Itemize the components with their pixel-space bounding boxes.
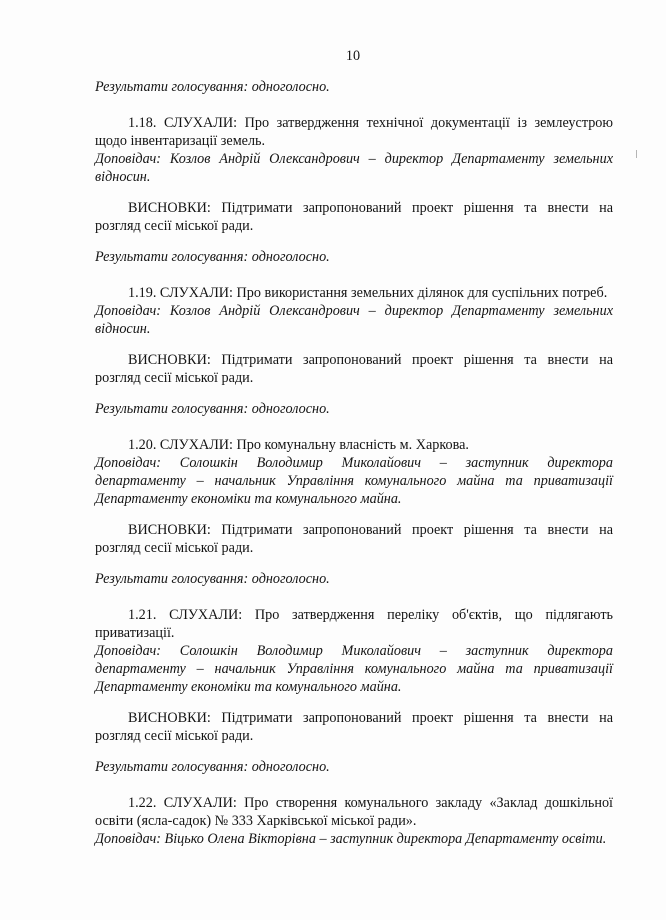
speaker-paragraph: Доповідач: Віцько Олена Вікторівна – заступник директора Департаменту освіти.	[95, 831, 607, 847]
conclusion-paragraph: ВИСНОВКИ: Підтримати запропонований проект рішення та внести на розгляд сесії міської ради.	[95, 200, 613, 234]
conclusion-paragraph: ВИСНОВКИ: Підтримати запропонований проект рішення та внести на розгляд сесії міської ради.	[95, 522, 613, 556]
results-line: Результати голосування: одноголосно.	[95, 759, 330, 775]
results-line: Результати голосування: одноголосно.	[95, 571, 330, 587]
heard-paragraph: 1.19. СЛУХАЛИ: Про використання земельних ділянок для суспільних потреб.	[128, 285, 608, 301]
heard-paragraph: 1.20. СЛУХАЛИ: Про комунальну власність м. Харкова.	[128, 437, 469, 453]
results-line: Результати голосування: одноголосно.	[95, 79, 330, 95]
speaker-paragraph: Доповідач: Козлов Андрій Олександрович – директор Департаменту земельних відносин.	[95, 151, 613, 185]
agenda-item-1-18	[95, 114, 613, 266]
results-line: Результати голосування: одноголосно.	[95, 249, 330, 265]
conclusion-paragraph: ВИСНОВКИ: Підтримати запропонований проект рішення та внести на розгляд сесії міської ради.	[95, 710, 613, 744]
page-number: 10	[345, 48, 361, 64]
agenda-item-1-21	[95, 606, 613, 776]
speaker-paragraph: Доповідач: Козлов Андрій Олександрович – директор Департаменту земельних відносин.	[95, 303, 613, 337]
scan-artifact	[636, 150, 637, 158]
heard-paragraph: 1.18. СЛУХАЛИ: Про затвердження технічної документації із землеустрою щодо інвентаризації земель.	[95, 115, 613, 149]
results-line: Результати голосування: одноголосно.	[95, 401, 330, 417]
conclusion-paragraph: ВИСНОВКИ: Підтримати запропонований проект рішення та внести на розгляд сесії міської ради.	[95, 352, 613, 386]
agenda-item-1-22	[95, 794, 613, 848]
agenda-item-1-20	[95, 436, 613, 588]
speaker-paragraph: Доповідач: Солошкін Володимир Миколайович – заступник директора департаменту – начальник Управління комунального майна та приватизації Департаменту економіки та комунального майна.	[95, 455, 613, 507]
speaker-paragraph: Доповідач: Солошкін Володимир Миколайович – заступник директора департаменту – начальник Управління комунального майна та приватизації Департаменту економіки та комунального майна.	[95, 643, 613, 695]
document-body	[95, 78, 613, 848]
heard-paragraph: 1.21. СЛУХАЛИ: Про затвердження переліку об'єктів, що підлягають приватизації.	[95, 607, 613, 641]
agenda-item-1-19	[95, 284, 613, 418]
heard-paragraph: 1.22. СЛУХАЛИ: Про створення комунального закладу «Заклад дошкільної освіти (ясла-садок) № 333 Харківської міської ради».	[95, 795, 613, 829]
